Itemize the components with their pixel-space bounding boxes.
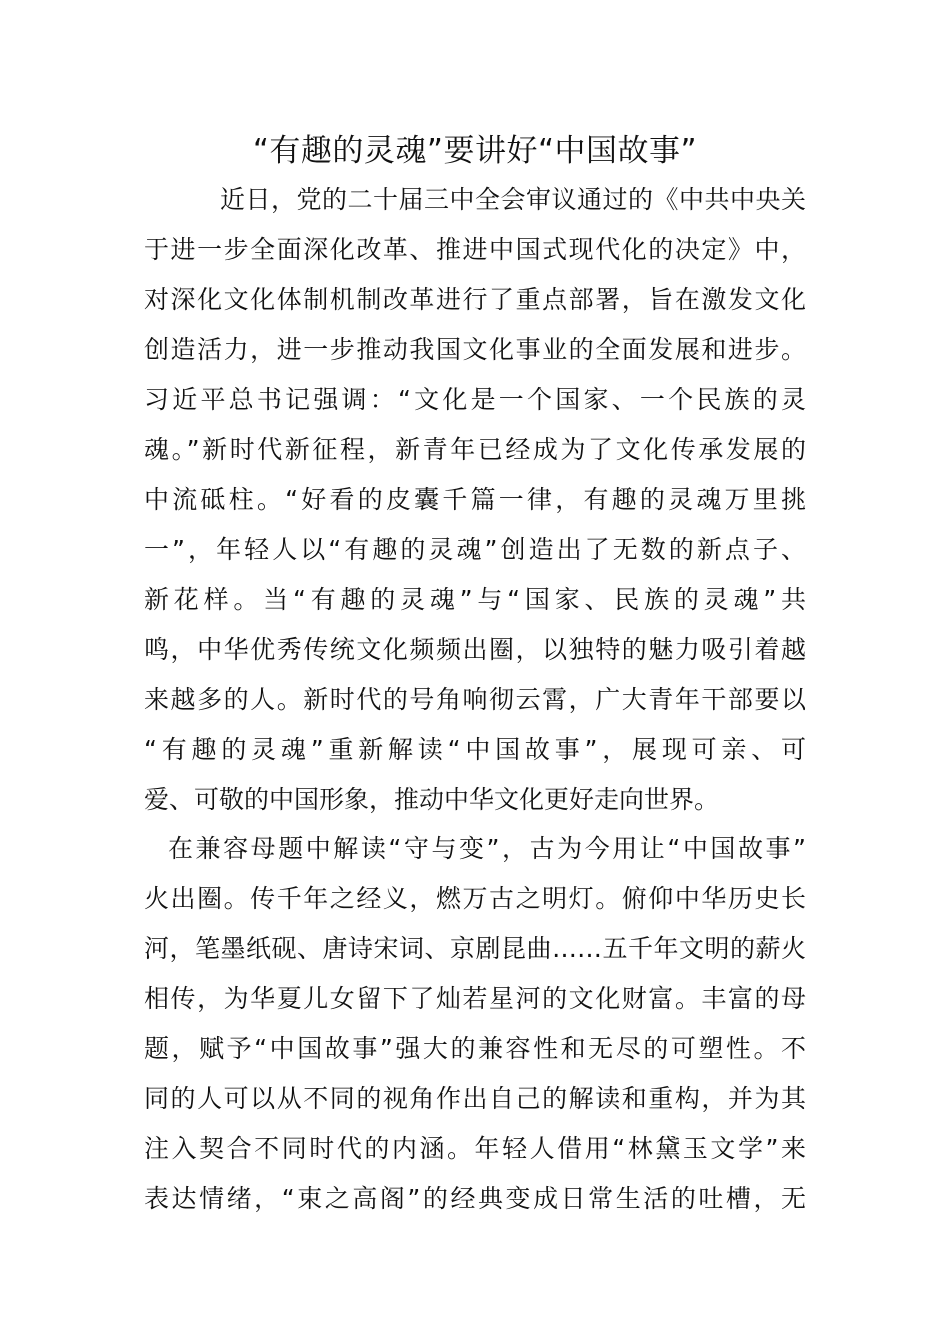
paragraph-1-line-1: 近日，党的二十届三中全会审议通过的《中共中央关 <box>220 185 806 214</box>
paragraph-1-line-7: 中流砥柱。“好看的皮囊千篇一律，有趣的灵魂万里挑 <box>144 485 806 514</box>
paragraph-2-line-7: 注入契合不同时代的内涵。年轻人借用“林黛玉文学”来 <box>144 1134 806 1163</box>
paragraph-1-line-13: 爱、可敬的中国形象，推动中华文化更好走向世界。 <box>144 785 720 814</box>
paragraph-1-line-5: 习近平总书记强调：“文化是一个国家、一个民族的灵 <box>144 385 806 414</box>
paragraph-1-line-11: 来越多的人。新时代的号角响彻云霄，广大青年干部要以 <box>144 685 806 714</box>
paragraph-1-line-9: 新花样。当“有趣的灵魂”与“国家、民族的灵魂”共 <box>144 585 806 614</box>
paragraph-2-line-2: 火出圈。传千年之经义，燃万古之明灯。俯仰中华历史长 <box>144 884 806 913</box>
paragraph-2-line-8: 表达情绪，“束之高阁”的经典变成日常生活的吐槽，无 <box>144 1184 806 1213</box>
paragraph-1-line-6: 魂。”新时代新征程，新青年已经成为了文化传承发展的 <box>144 435 806 464</box>
paragraph-2-line-1: 在兼容母题中解读“守与变”，古为今用让“中国故事” <box>168 834 806 863</box>
document-title: “有趣的灵魂”要讲好“中国故事” <box>252 133 698 169</box>
paragraph-2-line-6: 同的人可以从不同的视角作出自己的解读和重构，并为其 <box>144 1084 806 1113</box>
paragraph-1-line-2: 于进一步全面深化改革、推进中国式现代化的决定》中， <box>144 235 806 264</box>
paragraph-2-line-3: 河，笔墨纸砚、唐诗宋词、京剧昆曲……五千年文明的薪火 <box>144 934 806 963</box>
paragraph-1-line-3: 对深化文化体制机制改革进行了重点部署，旨在激发文化 <box>144 285 806 314</box>
paragraph-2-line-5: 题，赋予“中国故事”强大的兼容性和无尽的可塑性。不 <box>144 1034 806 1063</box>
paragraph-1-line-8: 一”，年轻人以“有趣的灵魂”创造出了无数的新点子、 <box>144 535 806 564</box>
paragraph-1-line-10: 鸣，中华优秀传统文化频频出圈，以独特的魅力吸引着越 <box>144 635 806 664</box>
paragraph-1-line-4: 创造活力，进一步推动我国文化事业的全面发展和进步。 <box>144 335 806 364</box>
paragraph-1-line-12: “有趣的灵魂”重新解读“中国故事”，展现可亲、可 <box>144 735 806 764</box>
paragraph-2-line-4: 相传，为华夏儿女留下了灿若星河的文化财富。丰富的母 <box>144 984 806 1013</box>
